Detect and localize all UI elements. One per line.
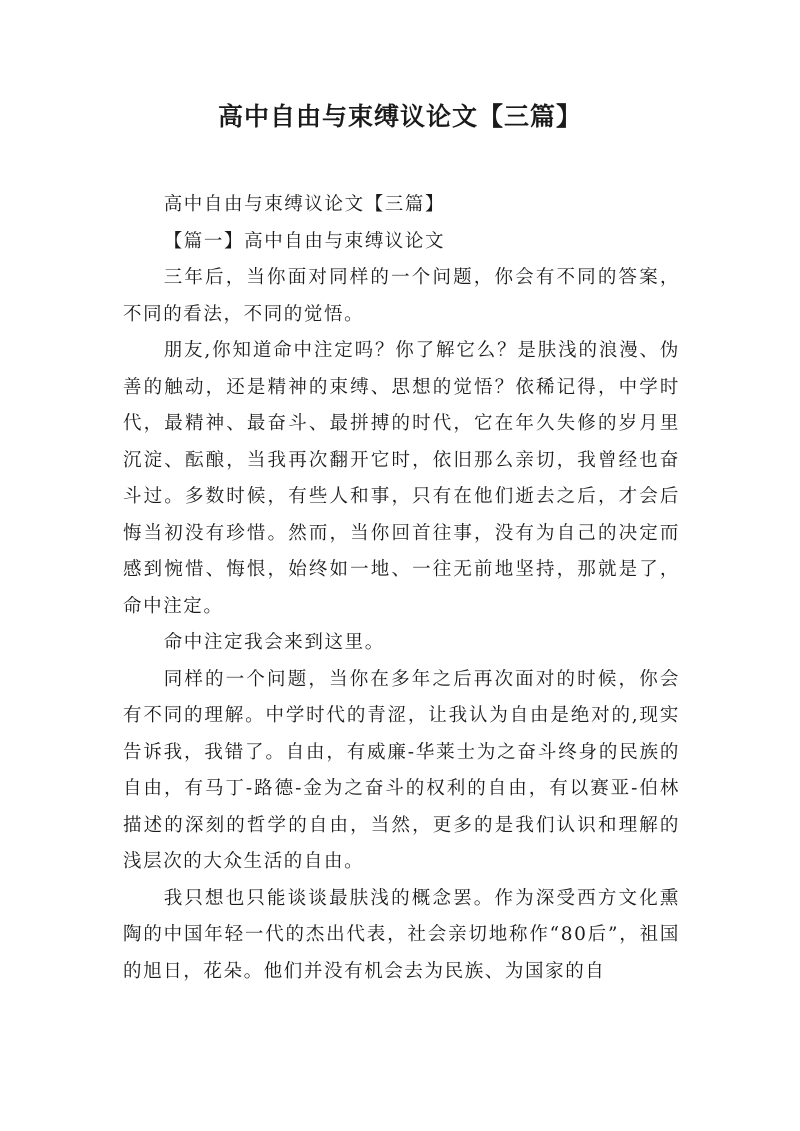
paragraph: 我只想也只能谈谈最肤浅的概念罢。作为深受西方文化熏陶的中国年轻一代的杰出代表，社会亲切地称作“80后”，祖国的旭日，花朵。他们并没有机会去为民族、为国家的自 (123, 887, 680, 982)
document-title: 高中自由与束缚议论文【三篇】 (217, 102, 582, 131)
paragraph: 【篇一】高中自由与束缚议论文 (163, 230, 446, 252)
paragraph: 三年后，当你面对同样的一个问题，你会有不同的答案，不同的看法，不同的觉悟。 (123, 267, 680, 325)
paragraph: 同样的一个问题，当你在多年之后再次面对的时候，你会有不同的理解。中学时代的青涩，让我认为自由是绝对的,现实告诉我，我错了。自由，有威廉-华莱士为之奋斗终身的民族的自由，有马丁-路德-金为之奋斗的权利的自由，有以赛亚-伯林描述的深刻的哲学的自由，当然，更多的是我们认识和理解的浅层次的大众生活的自由。 (123, 668, 680, 872)
document-body (123, 187, 680, 990)
paragraph: 高中自由与束缚议论文【三篇】 (163, 194, 446, 215)
paragraph: 朋友,你知道命中注定吗？你了解它么？是肤浅的浪漫、伪善的触动，还是精神的束缚、思想的觉悟？依稀记得，中学时代，最精神、最奋斗、最拼搏的时代，它在年久失修的岁月里沉淀、酝酿，当我再次翻开它时，依旧那么亲切，我曾经也奋斗过。多数时候，有些人和事，只有在他们逝去之后，才会后悔当初没有珍惜。然而，当你回首往事，没有为自己的决定而感到惋惜、悔恨，始终如一地、一往无前地坚持，那就是了，命中注定。 (123, 340, 680, 617)
paragraph: 命中注定我会来到这里。 (163, 632, 385, 653)
